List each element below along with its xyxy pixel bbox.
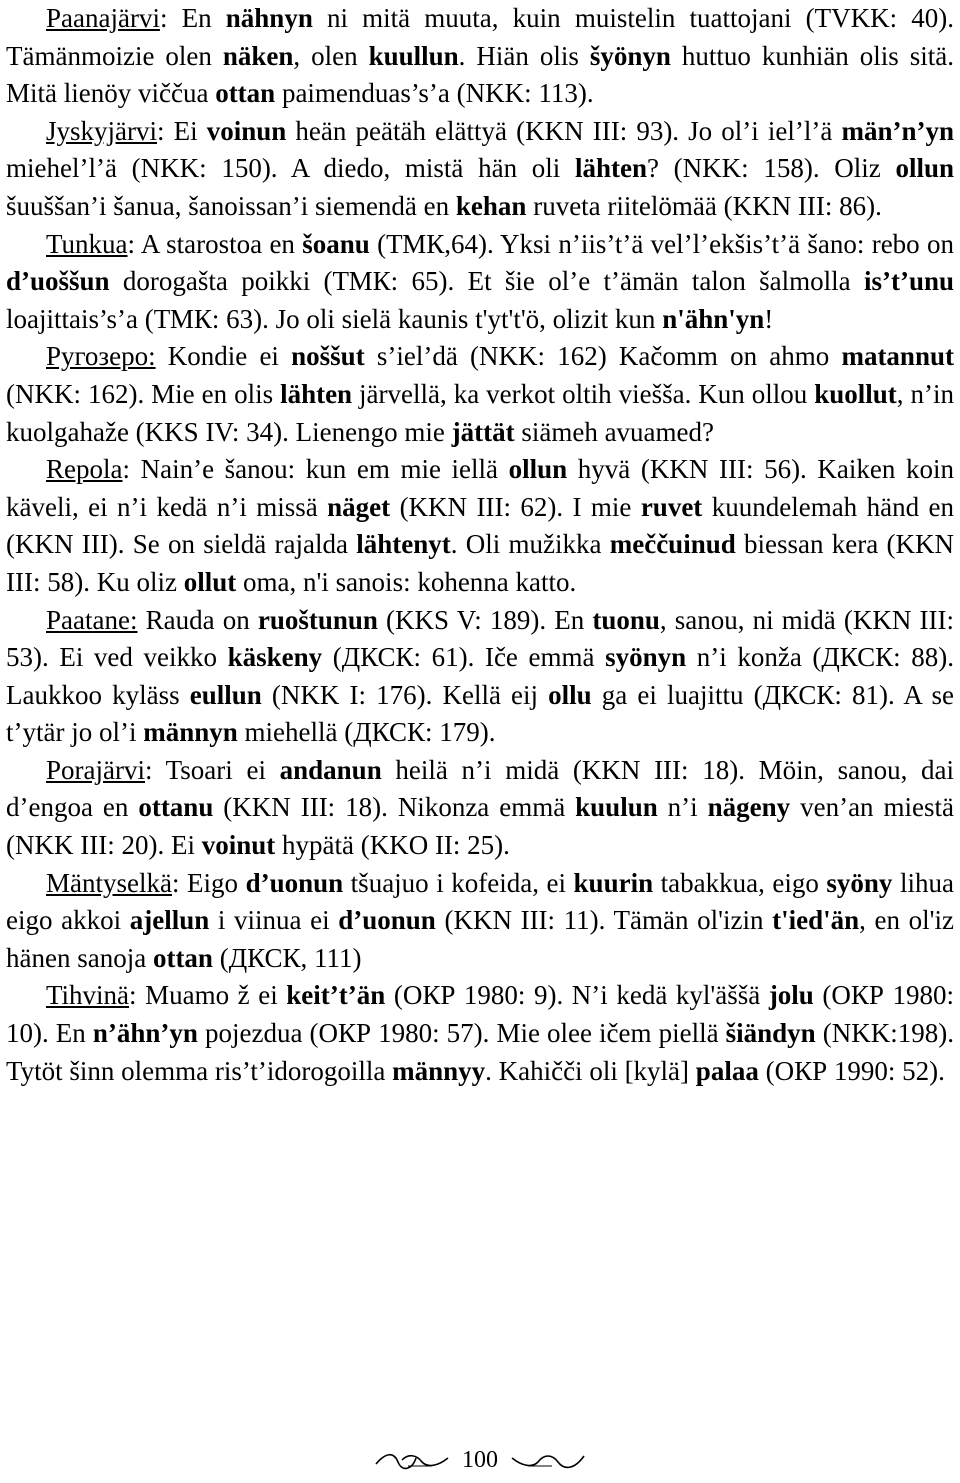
example-verb: lähtenyt: [356, 529, 451, 560]
example-verb: šiändyn: [725, 1018, 816, 1049]
location-heading: Paatane:: [46, 604, 138, 635]
text-run: , en ol'iz hänen sanoja: [6, 905, 954, 973]
location-heading: Ругозеро:: [46, 341, 156, 372]
text-run: n’i konža (ДКСК: 88). Laukkoo kyläss: [6, 642, 955, 710]
text-run: i viinua ei: [209, 905, 339, 936]
paragraph: [6, 226, 954, 339]
example-verb: kuulun: [575, 792, 658, 823]
example-verb: männyy: [392, 1055, 486, 1086]
example-verb: kuurin: [573, 867, 654, 898]
text-run: hypätä (KKO II: 25).: [275, 830, 510, 861]
example-verb: kehan: [455, 190, 527, 221]
example-verb: ottan: [215, 78, 276, 109]
text-run: ven’an miestä (NKK III: 20). Ei: [6, 792, 954, 861]
example-verb: eullun: [189, 679, 262, 710]
text-run: hyvä (KKN III: 56). Kaiken koin käveli, ei n’i kedä n’i missä: [6, 454, 954, 522]
example-verb: nähnyn: [225, 3, 313, 33]
text-run: dorogašta poikki (ТМК: 65). Et šie ol’e t’ämän talon šalmolla: [109, 266, 864, 297]
example-verb: näget: [327, 491, 391, 522]
text-run: , olen: [293, 40, 369, 71]
example-verb: ruvet: [640, 491, 703, 522]
example-verb: lähten: [280, 378, 353, 409]
text-run: heilä n’i midä (KKN III: 18). Möin, sanou, dai d’engoa en: [6, 754, 954, 823]
paragraph: [6, 602, 954, 752]
example-verb: nägeny: [707, 792, 791, 823]
text-run: : Nain’e šanou: kun em mie iellä: [122, 454, 509, 485]
example-verb: ruoštunun: [257, 604, 378, 635]
text-run: . Oli mužikka: [450, 529, 610, 560]
text-run: šuuššan’i šanua, šanoissan’i siemendä en: [6, 190, 456, 221]
example-verb: kuollut: [814, 378, 897, 409]
example-verb: andanun: [279, 754, 382, 785]
text-run: : Muamo ž ei: [129, 980, 287, 1011]
text-run: loajittais’s’a (ТМК: 63). Jo oli sielä kaunis t'yt't'ö, olizit kun: [6, 303, 663, 334]
paragraph: [6, 752, 954, 865]
flourish-ornament-icon: [508, 1448, 588, 1472]
page-number: 100: [462, 1446, 498, 1473]
text-run: Kondie ei: [155, 341, 292, 372]
example-verb: šyönyn: [589, 40, 671, 71]
location-heading: Tunkua: [46, 228, 128, 259]
example-verb: matannut: [841, 341, 954, 372]
text-run: heän peätäh elättyä (KKN III: 93). Jo ol’i iel’l’ä: [286, 115, 842, 146]
example-verb: voinut: [201, 830, 276, 861]
example-verb: ottan: [152, 942, 213, 973]
location-heading: Jyskyjärvi: [46, 115, 157, 146]
text-run: lihua eigo akkoi: [6, 867, 954, 936]
location-heading: Repola: [46, 454, 123, 485]
text-run: . Hiän olis: [458, 40, 590, 71]
text-run: n’i: [657, 792, 708, 823]
text-run: (KKN III: 11). Tämän ol'izin: [435, 905, 773, 936]
example-verb: palaa: [695, 1055, 759, 1086]
example-verb: tuonu: [592, 604, 660, 635]
page-footer: [0, 1440, 960, 1480]
example-verb: voinun: [206, 115, 287, 146]
text-run: : A starostoa en: [127, 228, 303, 259]
text-run: (NKK:198). Tytöt šinn olemma ris’t’idorogoilla: [6, 1018, 954, 1086]
location-heading: Mäntyselkä: [46, 867, 172, 898]
text-run: huttuo kunhiän olis sitä. Mitä lienöy viččua: [6, 40, 954, 109]
text-run: , n’in kuolgahaže (KKS IV: 34). Lienengo mie: [6, 378, 954, 447]
paragraph: [6, 451, 954, 601]
example-verb: jättät: [451, 416, 515, 447]
paragraph: [6, 977, 954, 1090]
text-run: paimenduas’s’a (NKK: 113).: [275, 78, 594, 109]
document-body: [6, 0, 954, 1090]
text-run: (ОКР 1980: 10). En: [6, 980, 954, 1049]
text-run: !: [764, 303, 774, 334]
text-run: (KKN III: 18). Nikonza emmä: [213, 792, 576, 823]
example-verb: n’ähn’yn: [92, 1018, 198, 1049]
example-verb: ottanu: [138, 792, 214, 823]
text-run: (NKK I: 176). Kellä eij: [261, 679, 549, 710]
text-run: pojezdua (ОКР 1980: 57). Mie olee ičem piellä: [197, 1018, 726, 1049]
example-verb: kuullun: [368, 40, 459, 71]
text-run: (ОКР 1990: 52).: [758, 1055, 945, 1086]
example-verb: männyn: [143, 717, 238, 748]
example-verb: ollun: [508, 454, 568, 485]
text-run: : Tsoari ei: [144, 754, 280, 785]
example-verb: käskeny: [227, 642, 323, 673]
text-run: s’iel’dä (NKK: 162) Kačomm on ahmo: [364, 341, 842, 372]
example-verb: lähten: [574, 153, 647, 184]
text-run: ruveta riitelömää (KKN III: 86).: [526, 190, 882, 221]
paragraph: [6, 113, 954, 226]
text-run: miehel’l’ä (NKK: 150). A diedo, mistä hän oli: [6, 153, 575, 184]
text-run: , sanou, ni midä (KKN III: 53). Ei ved veikko: [6, 604, 954, 673]
text-run: siämeh avuamed?: [514, 416, 715, 447]
text-run: Rauda on: [137, 604, 258, 635]
text-run: (NKK: 162). Mie en olis: [6, 378, 281, 409]
example-verb: jolu: [768, 980, 814, 1011]
location-heading: Paanajärvi: [46, 3, 160, 33]
text-run: tabakkua, eigo: [653, 867, 827, 898]
paragraph: [6, 0, 954, 113]
example-verb: t'ied'än: [772, 905, 860, 936]
text-run: : Eigo: [171, 867, 246, 898]
text-run: (KKN III: 62). I mie: [390, 491, 641, 522]
example-verb: is’t’unu: [863, 266, 954, 297]
example-verb: ollun: [895, 153, 955, 184]
example-verb: män’n’yn: [841, 115, 954, 146]
example-verb: d’uonun: [245, 867, 344, 898]
text-run: biessan kera (KKN III: 58). Ku oliz: [6, 529, 954, 597]
example-verb: meččuinud: [609, 529, 736, 560]
example-verb: syöny: [826, 867, 893, 898]
text-run: kuundelemah händ en (KKN III). Se on sieldä rajalda: [6, 491, 954, 560]
text-run: . Kahičči oli [kylä]: [485, 1055, 696, 1086]
location-suffix: :: [159, 3, 168, 33]
text-run: (ДКСК, 111): [212, 942, 362, 973]
paragraph: [6, 338, 954, 451]
example-verb: syönyn: [605, 642, 687, 673]
text-run: : Ei: [157, 115, 207, 146]
example-verb: näken: [222, 40, 294, 71]
paragraph: [6, 865, 954, 978]
location-heading: Porajärvi: [46, 754, 145, 785]
flourish-ornament-icon: [372, 1448, 452, 1472]
example-verb: ajellun: [129, 905, 210, 936]
text-run: ni mitä muuta, kuin muistelin tuattojani (TVKK: 40). Tämänmoizie olen: [6, 3, 954, 71]
example-verb: noššut: [291, 341, 365, 372]
text-run: tšuajuo i kofeida, ei: [343, 867, 574, 898]
text-run: (KKS V: 189). En: [377, 604, 593, 635]
example-verb: d’uonun: [338, 905, 436, 936]
text-run: miehellä (ДКСК: 179).: [237, 717, 496, 748]
example-verb: ollut: [183, 566, 237, 597]
text-run: oma, n'i sanois: kohenna katto.: [236, 566, 577, 597]
location-heading: Tihvinä: [46, 980, 130, 1011]
text-run: (ОКР 1980: 9). N’i kedä kyl'äššä: [385, 980, 769, 1011]
example-verb: d’uoššun: [6, 266, 110, 297]
example-verb: ollu: [548, 679, 592, 710]
example-verb: n'ähn'yn: [662, 303, 765, 334]
text-run: ? (NKK: 158). Oliz: [646, 153, 896, 184]
text-run: (ТМК,64). Yksi n’iis’t’ä vel’l’ekšis’t’ä šano: rebo on: [369, 228, 954, 259]
example-verb: šoanu: [302, 228, 370, 259]
example-verb: keit’t’än: [286, 980, 386, 1011]
text-run: ga ei luajittu (ДКСК: 81). A se t’ytär jo ol’i: [6, 679, 954, 748]
text-run: En: [167, 3, 226, 33]
text-run: järvellä, ka verkot oltih viešša. Kun ollou: [352, 378, 815, 409]
text-run: (ДКСК: 61). Iče emmä: [322, 642, 606, 673]
